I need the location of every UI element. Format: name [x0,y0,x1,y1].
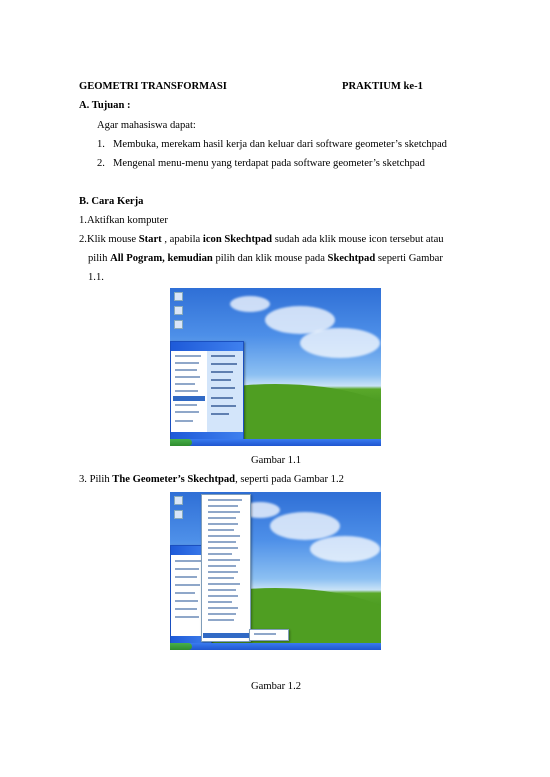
all-programs-submenu [201,494,251,642]
figure-1-1-caption: Gambar 1.1 [251,455,302,466]
figure-1-1-screenshot [170,288,381,446]
desktop-icon [174,510,183,519]
start-button-image [170,439,192,446]
section-a-intro: Agar mahasiswa dapat: [97,120,196,131]
document-title: GEOMETRI TRANSFORMASI [79,81,227,92]
figure-1-2-screenshot [170,492,381,650]
step-3: 3. Pilih The Geometer’s Skechtpad, seperti pada Gambar 1.2 [79,474,344,485]
section-a-heading: A. Tujuan : [79,100,131,111]
step-2-line-3: 1.1. [88,272,104,283]
objective-item-2: 2. [97,158,105,169]
desktop-icon [174,496,183,505]
objective-item-1-text: Membuka, merekam hasil kerja dan keluar dari software geometer’s sketchpad [113,139,447,150]
step-1: 1.Aktifkan komputer [79,215,168,226]
objective-item-2-text: Mengenal menu-menu yang terdapat pada software geometer’s sketchpad [113,158,425,169]
section-b-heading: B. Cara Kerja [79,196,144,207]
figure-1-2-caption: Gambar 1.2 [251,681,302,692]
start-menu [170,341,244,441]
desktop-icon [174,320,183,329]
sketchpad-submenu [249,629,289,641]
desktop-icon [174,306,183,315]
step-2-line-2: pilih All Pogram, kemudian pilih dan klik mouse pada Skechtpad seperti Gambar [88,253,443,264]
step-2-line-1: 2.Klik mouse Start , apabila icon Skechtpad sudah ada klik mouse icon tersebut atau [79,234,444,245]
start-button-image [170,643,192,650]
desktop-icon [174,292,183,301]
practicum-label: PRAKTIUM ke-1 [342,81,423,92]
objective-item-1: 1. [97,139,105,150]
